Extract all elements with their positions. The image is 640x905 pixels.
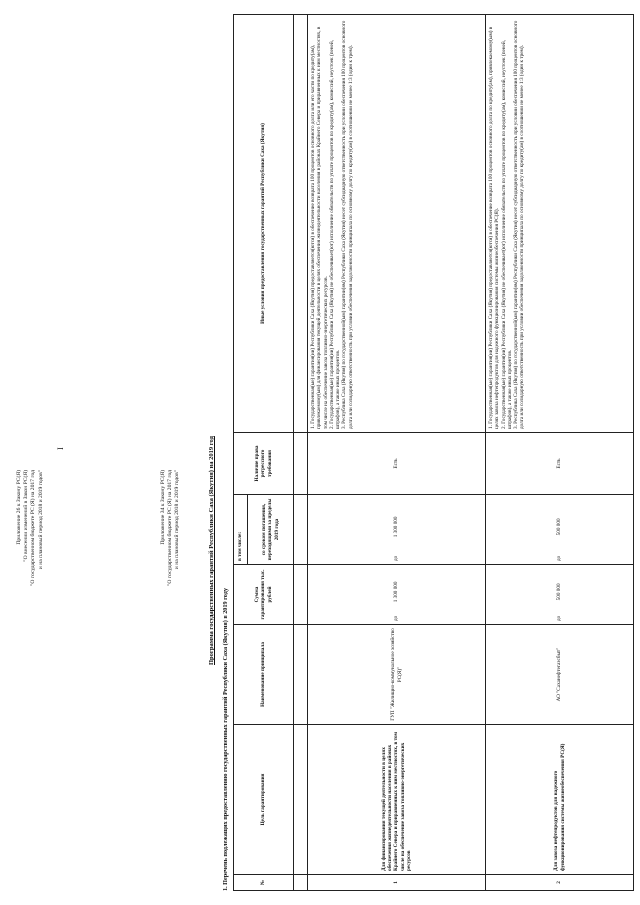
row-amount-cell	[308, 565, 486, 625]
header-conditions: Иные условия предоставления государственных гарантий Республики Саха (Якутия)	[234, 15, 294, 433]
amount-prefix: до	[556, 615, 563, 621]
condition-item: 2. Государственная(ые) гарантия(ии) Республики Саха (Якутия) не обеспечивает(ют) исполнение обязательств по уплате процентов по кредиту(ам), комиссий, неустоек (пеней, штрафов), а также иных процентов.	[500, 40, 513, 429]
guarantees-table	[233, 14, 634, 891]
condition-item: 1. Государственная(ые) гарантия(ии) Республики Саха (Якутия) предоставляется(ются) в обеспечение возврата 100 процентов основного долга по кредиту(ам), привлекаемому(ым) в целях завоза нефтепродуктов для надежного функционирования системы жизнеобеспечения РС(Я).	[488, 26, 501, 429]
annex-line: "О внесении изменений в Закон РС(Я)	[23, 470, 30, 562]
header-num: №	[234, 875, 294, 891]
header-amount: Сумма гарантирования тыс. рублей	[234, 565, 294, 625]
condition-item: 3. Республика Саха (Якутия) по государственной(ым) гарантии(ям) Республики Саха (Якутия) несет субсидиарную ответственность при условии обеспечения 100 процентов основного долга или солидарную ответственность при условии обеспечения задолженности принципала по основному долгу по кредиту(ам) в соотношении не менее 1:3 (один к трем).	[513, 20, 526, 429]
annex-line: "О государственном бюджете РС (Я) на 2017 год	[30, 470, 37, 586]
table-row	[486, 15, 634, 891]
annex-line: "О государственном бюджете РС (Я) на 2017 год	[167, 470, 174, 586]
stray-mark: I	[56, 447, 65, 450]
row-conditions	[486, 15, 634, 433]
row-recourse: Есть	[308, 433, 486, 495]
annex-line: и на плановый период 2018 и 2019 годов"	[37, 470, 44, 570]
annex-34-note	[160, 470, 182, 586]
row-principal-cell	[308, 625, 486, 725]
row-recourse: Есть	[486, 433, 634, 495]
row-maturity: 1 300 000	[393, 516, 400, 538]
amount-prefix: до	[393, 615, 400, 621]
numbering-row	[294, 15, 308, 891]
maturity-prefix: до	[393, 555, 400, 561]
row-principal: ГУП "Жилищно-коммунальное хозяйство РС(Я)"	[390, 628, 403, 721]
row-num: 2	[486, 875, 634, 891]
row-amount: 500 000	[556, 583, 563, 601]
row-maturity-cell	[486, 495, 634, 565]
header-including: в том числе:	[234, 495, 248, 565]
annex-26-note	[16, 470, 45, 586]
header-purpose: Цель гарантирования	[234, 725, 294, 875]
annex-line: Приложение 34 к Закону РС(Я)	[160, 470, 166, 545]
section-title: 1. Перечень подлежащих предоставлению государственных гарантий Республики Саха (Якутия) в 2019 году	[222, 588, 229, 891]
annex-line: и на плановый период 2018 и 2019 годов"	[174, 470, 181, 570]
row-principal-cell	[486, 625, 634, 725]
header-recourse: Наличие права регрессного требования	[234, 433, 294, 495]
row-num: 1	[308, 875, 486, 891]
condition-item: 3. Республика Саха (Якутия) по государственной(ым) гарантии(ям) Республики Саха (Якутия) несет субсидиарную ответственность при условии обеспечения 100 процентов основного долга или солидарную ответственность при условии обеспечения задолженности принципала по основному долгу по кредиту(ам) в соотношении не менее 1:3 (один к трем).	[341, 20, 354, 429]
header-with-maturity: со сроком погашения, переходящими за пределы 2019 года	[248, 495, 294, 565]
condition-item: 1. Государственная(ые) гарантия(ии) Республики Саха (Якутия) предоставляется(ются) в обеспечение возврата 100 процентов основного долга или его части по кредиту(ам), привлекаемому(ым) для финансирования текущей деятельности в целях обеспечения жизнедеятельности населения в районах Крайнего Севера и приравненных к ним местностях, в том числе на обеспечение завоза топливно-энергетических ресурсов.	[310, 26, 329, 429]
condition-item: 2. Государственная(ые) гарантия(ии) Республики Саха (Якутия) не обеспечивает(ют) исполнение обязательств по уплате процентов по кредиту(ам), комиссий, неустоек (пеней, штрафов), а также иных процентов.	[328, 40, 342, 429]
row-maturity: 500 000	[556, 518, 563, 536]
row-principal: АО "Саханефтегазсбыт"	[556, 647, 563, 702]
row-maturity-cell	[308, 495, 486, 565]
row-purpose: Для финансирования текущей деятельности в целях обеспечения жизнедеятельности населения в районах Крайнего Севера и приравненных к ним местностях, в том числе на обеспечение завоза топливно-энергетических ресурсов	[308, 725, 486, 875]
row-amount: 1 300 000	[393, 581, 400, 603]
maturity-prefix: до	[556, 555, 563, 561]
row-conditions	[308, 15, 486, 433]
row-amount-cell	[486, 565, 634, 625]
row-purpose: Для завоза нефтепродуктов для надежного функционирования системы жизнеобеспечения РС(Я)	[486, 725, 634, 875]
table-row	[308, 15, 486, 891]
annex-line: Приложение 26 к Закону РС(Я)	[16, 470, 22, 545]
header-principal: Наименование принципала	[234, 625, 294, 725]
program-title: Программа государственных гарантий Республики Саха (Якутия) на 2019 год	[208, 436, 215, 665]
